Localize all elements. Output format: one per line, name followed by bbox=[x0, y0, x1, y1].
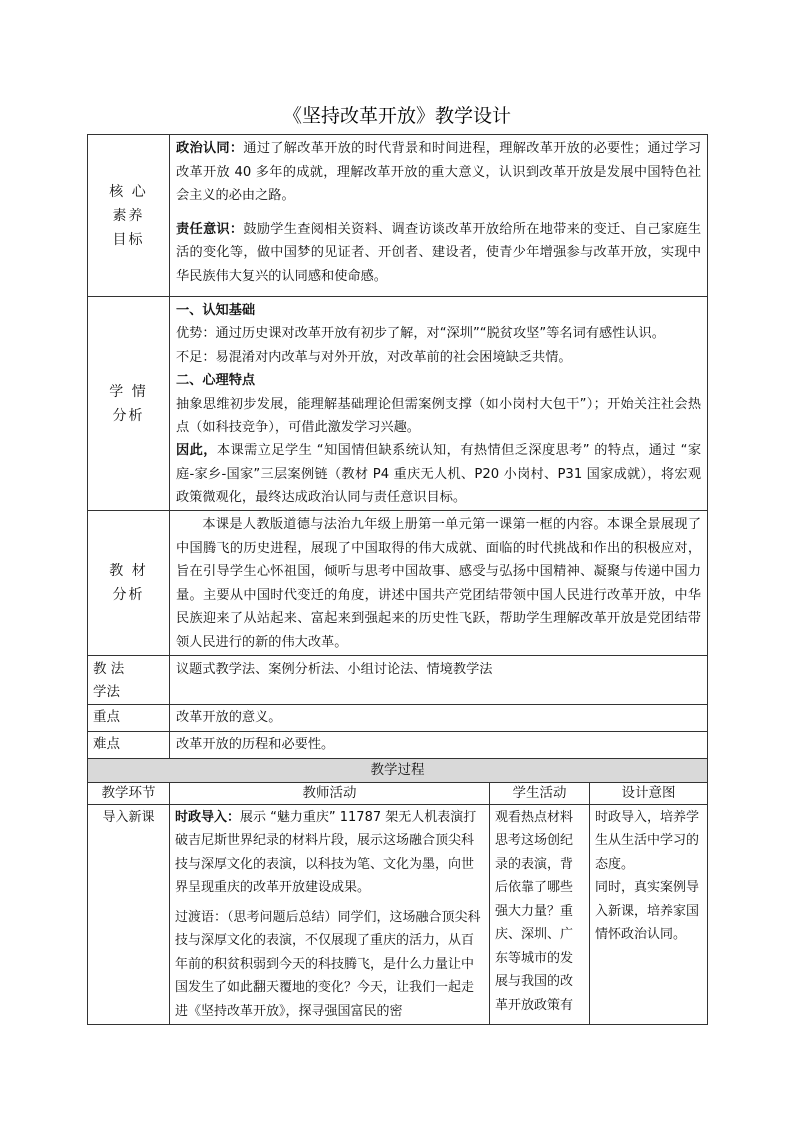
process-row-intro bbox=[88, 804, 708, 1024]
core-literacy-label: 核 心 素养 目标 bbox=[88, 135, 170, 297]
shortcoming-text: 不足：易混淆对内改革与对外开放，对改革前的社会困境缺乏共情。 bbox=[176, 349, 572, 365]
teacher-intro-paragraph: 时政导入：展示 “魅力重庆” 11787 架无人机表演打破吉尼斯世界纪录的材料片段，展示这场融合顶尖科技与深厚文化的表演，以科技为笔、文化为墨，向世界呈现重庆的改革开放建设成果。 bbox=[175, 809, 477, 896]
process-title: 教学过程 bbox=[88, 758, 708, 782]
document-title: 《坚持改革开放》教学设计 bbox=[282, 105, 511, 127]
header-teacher: 教师活动 bbox=[170, 782, 490, 804]
methods-label: 教 法 学法 bbox=[88, 655, 170, 704]
core-literacy-row bbox=[88, 135, 708, 297]
key-point-content: 改革开放的意义。 bbox=[170, 704, 708, 731]
process-header-row bbox=[88, 782, 708, 804]
psychology-heading: 二、心理特点 bbox=[176, 373, 256, 389]
lesson-plan-table bbox=[87, 134, 708, 1025]
psychology-text: 抽象思维初步发展，能理解基础理论但需案例支撑（如小岗村大包干”）；开始关注社会热点（如科技竞争），可借此激发学习兴趣。 bbox=[176, 396, 702, 436]
stage-cell: 导入新课 bbox=[88, 804, 170, 1024]
key-point-row bbox=[88, 704, 708, 731]
student-analysis-row bbox=[88, 297, 708, 511]
student-analysis-content bbox=[170, 297, 708, 511]
difficulty-row bbox=[88, 731, 708, 758]
therefore-paragraph: 因此，本课需立足学生 “知国情但缺系统认知，有热情但乏深度思考” 的特点，通过 “家庭-家乡-国家”三层案例链（教材 P4 重庆无人机、P20 小岗村、P31 国家成就），将宏观政策微观化，最终达成政治认同与责任意识目标。 bbox=[176, 443, 702, 506]
difficulty-label: 难点 bbox=[88, 731, 170, 758]
cognitive-basis-heading: 一、认知基础 bbox=[176, 303, 256, 318]
header-intent: 设计意图 bbox=[590, 782, 708, 804]
difficulty-content: 改革开放的历程和必要性。 bbox=[170, 731, 708, 758]
advantage-text: 优势：通过历史课对改革开放有初步了解，对“深圳”“脱贫攻坚”等名词有感性认识。 bbox=[176, 326, 665, 342]
design-intent-cell: 时政导入，培养学生从生活中学习的态度。 同时，真实案例导入新课，培养家国情怀政治认同。 bbox=[590, 804, 708, 1024]
transition-paragraph: 过渡语：（思考问题后总结）同学们，这场融合顶尖科技与深厚文化的表演，不仅展现了重庆的活力，从百年前的积贫积弱到今天的科技腾飞，是什么力量让中国发生了如此翻天覆地的变化？今天，让我们一起走进《坚持改革开放》，探寻强国富民的密 bbox=[175, 909, 481, 1019]
process-title-row bbox=[88, 758, 708, 782]
student-analysis-label: 学 情 分析 bbox=[88, 297, 170, 511]
teacher-activity-cell bbox=[170, 804, 490, 1024]
political-identity-paragraph: 政治认同：通过了解改革开放的时代背景和时间进程，理解改革开放的必要性；通过学习改革开放 40 多年的成就，理解改革开放的重大意义，认识到改革开放是发展中国特色社会主义的必由之路。 bbox=[176, 141, 702, 204]
methods-content: 议题式教学法、案例分析法、小组讨论法、情境教学法 bbox=[170, 655, 708, 704]
textbook-analysis-content: 本课是人教版道德与法治九年级上册第一单元第一课第一框的内容。本课全景展现了中国腾飞的历史进程，展现了中国取得的伟大成就、面临的时代挑战和作出的积极应对，旨在引导学生心怀祖国，倾听与思考中国故事、感受与弘扬中国精神、凝聚与传递中国力量。主要从中国时代变迁的角度，讲述中国共产党团结带领中国人民进行改革开放，中华民族迎来了从站起来、富起来到强起来的历史性飞跃，帮助学生理解改革开放是党团结带领人民进行的新的伟大改革。 bbox=[170, 511, 708, 656]
student-activity-cell: 观看热点材料思考这场创纪录的表演，背后依靠了哪些强大力量？重庆、深圳、广东等城市的发展与我国的改革开放政策有 bbox=[490, 804, 590, 1024]
textbook-analysis-label: 教 材 分析 bbox=[88, 511, 170, 656]
core-literacy-content bbox=[170, 135, 708, 297]
header-stage: 教学环节 bbox=[88, 782, 170, 804]
textbook-analysis-row bbox=[88, 511, 708, 656]
responsibility-paragraph: 责任意识：鼓励学生查阅相关资料、调查访谈改革开放给所在地带来的变迁、自己家庭生活的变化等，做中国梦的见证者、开创者、建设者，使青少年增强参与改革开放，实现中华民族伟大复兴的认同感和使命感。 bbox=[176, 221, 702, 284]
header-student: 学生活动 bbox=[490, 782, 590, 804]
methods-row bbox=[88, 655, 708, 704]
key-point-label: 重点 bbox=[88, 704, 170, 731]
